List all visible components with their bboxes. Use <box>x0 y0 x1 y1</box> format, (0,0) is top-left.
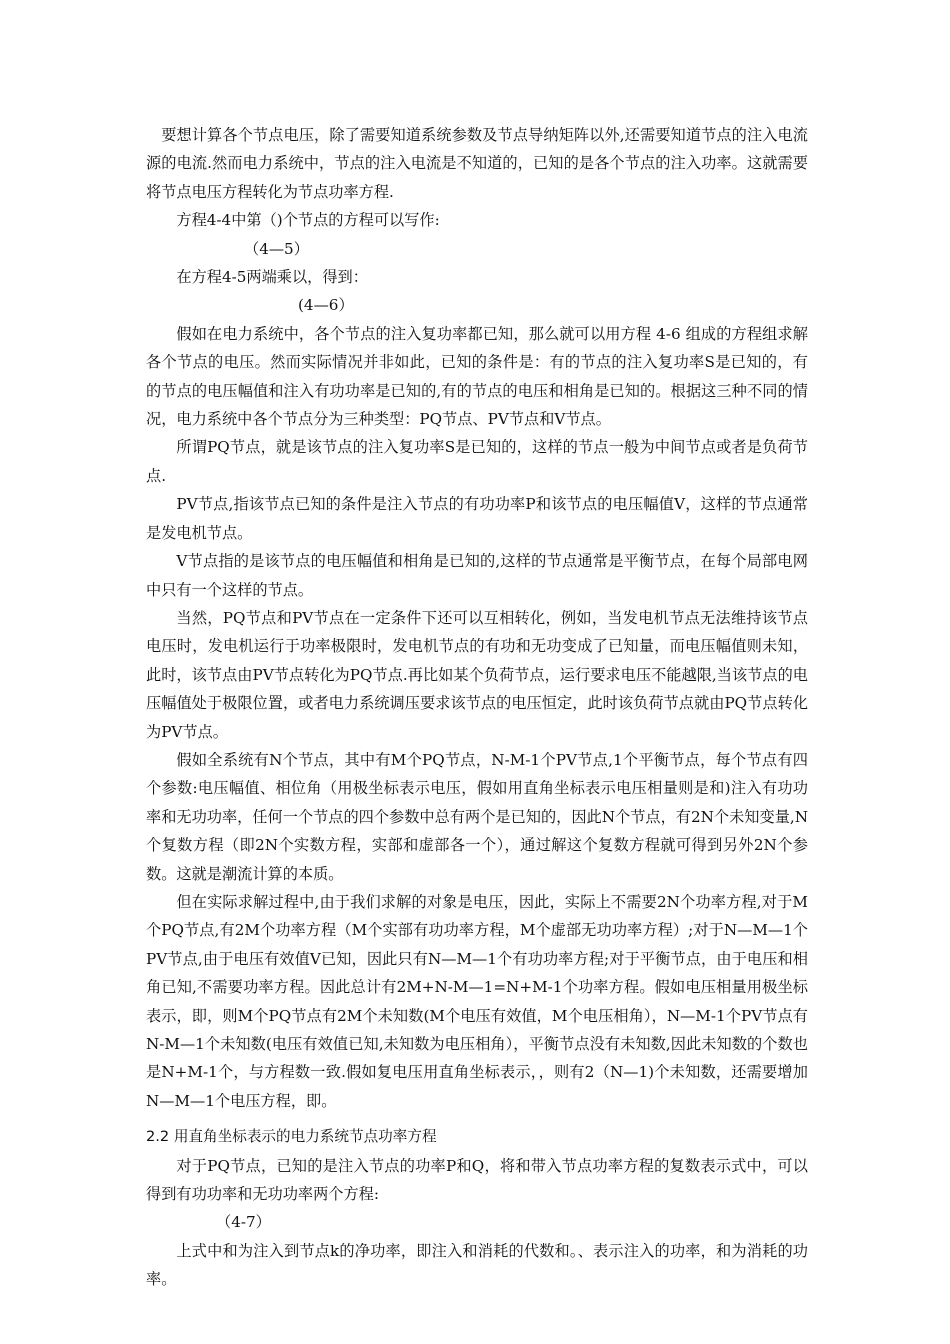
paragraph-multiply: 在方程4-5两端乘以，得到： <box>176 268 368 287</box>
paragraph-intro: 要想计算各个节点电压，除了需要知道系统参数及节点导纳矩阵以外,还需要知道节点的注入电流源的电流.然而电力系统中，节点的注入电流是不知道的，已知的是各个节点的注入功率。这就需要将节点电压方程转化为节点功率方程. <box>146 126 808 201</box>
paragraph-pv-node: PV节点,指该节点已知的条件是注入节点的有功功率P和该节点的电压幅值V，这样的节点通常是发电机节点。 <box>146 495 808 542</box>
paragraph-solution-process: 但在实际求解过程中,由于我们求解的对象是电压，因此，实际上不需要2N个功率方程,对于M个PQ节点,有2M个功率方程（M个实部有功功率方程，M个虚部无功功率方程）;对于N—M—1个PV节点,由于电压有效值V已知，因此只有N—M—1个有功功率方程;对于平衡节点，由于电压和相角已知,不需要功率方程。因此总计有2M+N-M—1=N+M-1个功率方程。假如电压相量用极坐标表示，即，则M个PQ节点有2M个未知数(M个电压有效值，M个电压相角），N—M-1个PV节点有N-M—1个未知数(电压有效值已知,未知数为电压相角），平衡节点没有未知数,因此未知数的个数也是N+M-1个，与方程数一致.假如复电压用直角坐标表示，，则有2（N—1)个未知数，还需要增加N—M—1个电压方程，即。 <box>146 892 808 1110</box>
equation-label-4-5: （4—5） <box>244 239 309 258</box>
equation-label-4-7: （4-7） <box>216 1213 271 1232</box>
paragraph-node-types: 假如在电力系统中，各个节点的注入复功率都已知，那么就可以用方程 4-6 组成的方程组求解各个节点的电压。然而实际情况并非如此，已知的条件是：有的节点的注入复功率S是已知的，有的节点的电压幅值和注入有功功率是已知的,有的节点的电压和相角是已知的。根据这三种不同的情况，电力系统中各个节点分为三种类型：PQ节点、PV节点和V节点。 <box>146 324 808 429</box>
paragraph-pq-equations: 对于PQ节点，已知的是注入节点的功率P和Q，将和带入节点功率方程的复数表示式中，可以得到有功功率和无功功率两个方程: <box>146 1156 808 1204</box>
section-heading: 2.2 用直角坐标表示的电力系统节点功率方程 <box>146 1128 437 1146</box>
equation-label-4-6: (4—6） <box>298 296 354 315</box>
paragraph-v-node: V节点指的是该节点的电压幅值和相角是已知的,这样的节点通常是平衡节点，在每个局部电网中只有一个这样的节点。 <box>146 552 808 599</box>
paragraph-net-power: 上式中和为注入到节点k的净功率，即注入和消耗的代数和。、表示注入的功率，和为消耗的功率。 <box>146 1241 808 1289</box>
paragraph-equation-4-4: 方程4-4中第（)个节点的方程可以写作: <box>176 211 440 230</box>
document-body <box>146 121 808 1294</box>
paragraph-node-conversion: 当然，PQ节点和PV节点在一定条件下还可以互相转化，例如，当发电机节点无法维持该节点电压时，发电机运行于功率极限时，发电机节点的有功和无功变成了已知量，而电压幅值则未知，此时，该节点由PV节点转化为PQ节点.再比如某个负荷节点，运行要求电压不能越限,当该节点的电压幅值处于极限位置，或者电力系统调压要求该节点的电压恒定，此时该负荷节点就由PQ节点转化为PV节点。 <box>146 608 808 741</box>
paragraph-system-parameters: 假如全系统有N个节点，其中有M个PQ节点，N-M-1个PV节点,1个平衡节点，每个节点有四个参数:电压幅值、相位角（用极坐标表示电压，假如用直角坐标表示电压相量则是和)注入有功功率和无功功率，任何一个节点的四个参数中总有两个是已知的，因此N个节点，有2N个未知变量,N个复数方程（即2N个实数方程，实部和虚部各一个），通过解这个复数方程就可得到另外2N个参数。这就是潮流计算的本质。 <box>146 750 808 883</box>
paragraph-pq-node: 所谓PQ节点，就是该节点的注入复功率S是已知的，这样的节点一般为中间节点或者是负荷节点. <box>146 438 808 485</box>
